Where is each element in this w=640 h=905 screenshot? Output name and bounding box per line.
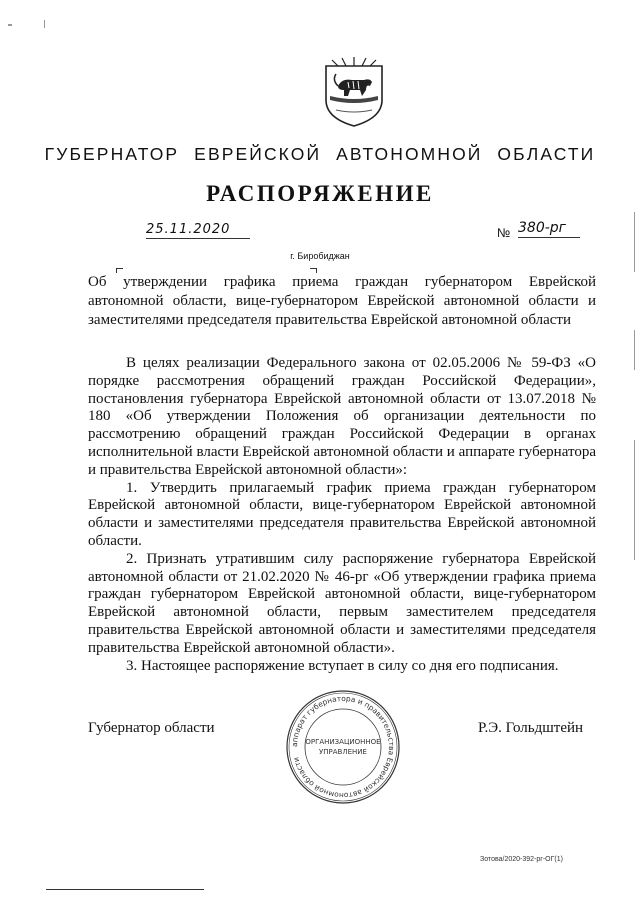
- seal-center-line-1: ОРГАНИЗАЦИОННОЕ: [305, 738, 381, 746]
- city: г. Биробиджан: [290, 251, 350, 261]
- document-date: 25.11.2020: [146, 222, 250, 239]
- seal-ring-path: аппарат губернатора и правительства Еврейской автономной области: [289, 693, 397, 801]
- scan-mark: [634, 212, 635, 272]
- coat-of-arms-emblem: [322, 56, 386, 128]
- number-label: №: [497, 226, 511, 240]
- preamble-paragraph: В целях реализации Федерального закона от 02.05.2006 № 59-ФЗ «О порядке рассмотрения обращений граждан Российской Федерации», постановления губернатора Еврейской автономной области от 13.07.2018 № 180 «Об утверждении Положения об организации деятельности по рассмотрению обращений граждан Российской Федерации в органах исполнительной власти Еврейской автономной области и аппарате губернатора и правительства Еврейской автономной области»:: [88, 355, 596, 478]
- signatory-name: Р.Э. Гольдштейн: [478, 720, 584, 736]
- clause-2: 2. Признать утратившим силу распоряжение губернатора Еврейской автономной области от 21.02.2020 № 46-рг «Об утверждении графика приема граждан губернатором Еврейской автономной области, вице-губернатором Еврейской автономной области, первым заместителем председателя правительства Еврейской автономной области и заместителями председателя правительства Еврейской автономной области».: [88, 550, 596, 656]
- footer-reference: Зотова/2020-392-рг-ОГ(1): [480, 856, 563, 863]
- document-number: 380-рг: [518, 220, 580, 238]
- scan-mark: [8, 24, 12, 26]
- seal-center-line-2: УПРАВЛЕНИЕ: [319, 748, 367, 756]
- clause-3: 3. Настоящее распоряжение вступает в силу со дня его подписания.: [126, 657, 559, 674]
- footer-divider: [46, 889, 204, 890]
- seal-ring-text: [290, 694, 396, 800]
- document-title: Об утверждении графика приема граждан губернатором Еврейской автономной области, вице-губернатором Еврейской автономной области и заместителями председателя правительства Еврейской автономной области: [88, 274, 596, 328]
- signatory-position: Губернатор области: [88, 720, 215, 736]
- clause-1: 1. Утвердить прилагаемый график приема граждан губернатором Еврейской автономной области, вице-губернатором Еврейской автономной области и заместителями председателя правительства Еврейской автономной области.: [88, 479, 596, 549]
- issuer-heading: ГУБЕРНАТОР ЕВРЕЙСКОЙ АВТОНОМНОЙ ОБЛАСТИ: [44, 144, 596, 164]
- document-body: [88, 355, 596, 675]
- organizational-seal: [283, 687, 403, 807]
- scan-mark: [634, 440, 635, 560]
- document-type: РАСПОРЯЖЕНИЕ: [206, 181, 434, 206]
- scan-mark: [634, 330, 635, 370]
- scan-mark: [44, 20, 45, 28]
